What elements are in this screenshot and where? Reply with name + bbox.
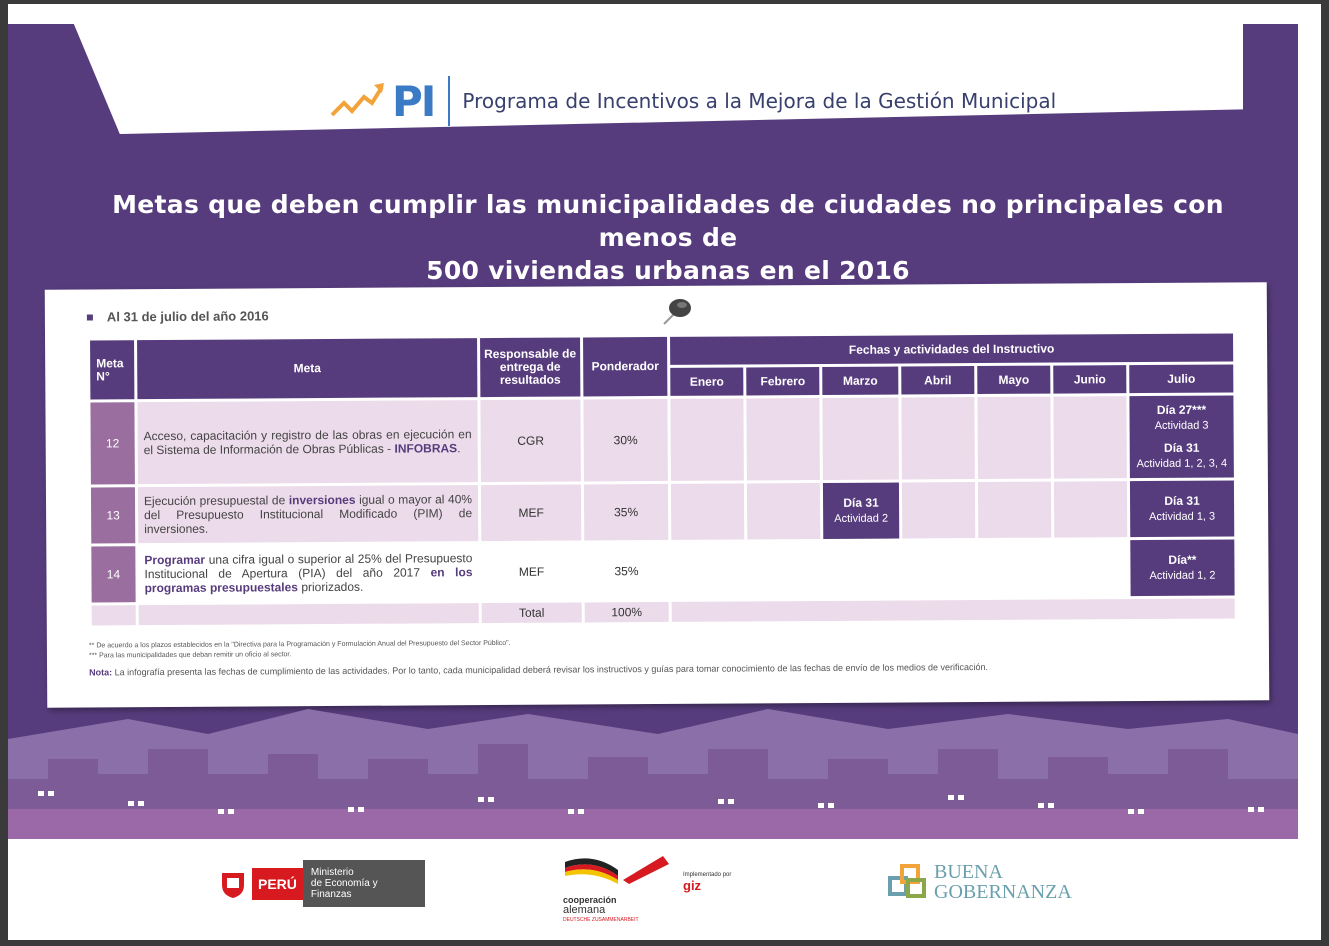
nota xyxy=(89,662,988,677)
nota-label: Nota: xyxy=(89,667,113,678)
ponderador-cell: 35% xyxy=(584,484,668,541)
month-cell xyxy=(978,541,1051,597)
giz-logo: Implementado por giz xyxy=(683,872,732,893)
header-month: Mayo xyxy=(977,366,1050,394)
total-value: 100% xyxy=(585,602,669,623)
month-cell xyxy=(977,397,1050,479)
mef-label: Ministerio de Economía y Finanzas xyxy=(303,860,425,907)
activity-cell: Día 31 Actividad 1, 3 xyxy=(1130,480,1234,537)
main-title xyxy=(68,188,1268,287)
purple-background xyxy=(8,24,1298,839)
month-cell xyxy=(1054,540,1127,596)
pushpin-icon xyxy=(656,292,696,332)
responsable-cell: MEF xyxy=(481,484,581,541)
goals-table xyxy=(87,330,1238,628)
buena-gobernanza-logo xyxy=(888,862,1072,902)
header-ponderador: Ponderador xyxy=(583,337,667,397)
main-title-line1: Metas que deben cumplir las municipalidades de ciudades no principales con menos de xyxy=(112,190,1224,252)
meta-description: Acceso, capacitación y registro de las obras en ejecución en el Sistema de Información de Obras Públicas - INFOBRAS. xyxy=(137,400,477,484)
meta-number: 14 xyxy=(91,546,135,602)
responsable-cell: MEF xyxy=(481,543,581,600)
total-row xyxy=(92,598,1235,625)
ponderador-cell: 30% xyxy=(583,399,667,482)
meta-description: Ejecución presupuestal de inversiones igual o mayor al 40% del Presupuesto Institucional Modificado (PIM) de inversiones. xyxy=(138,485,478,543)
header-month: Febrero xyxy=(746,367,819,395)
buena-gobernanza-text: BUENA GOBERNANZA xyxy=(934,861,1072,903)
rising-chart-icon xyxy=(330,81,386,121)
month-cell xyxy=(671,483,744,539)
month-cell xyxy=(822,398,898,480)
flag-ribbon-icon xyxy=(563,852,673,886)
month-cell xyxy=(746,398,819,480)
header-fechas: Fechas y actividades del Instructivo xyxy=(670,333,1233,364)
header-month: Junio xyxy=(1053,365,1126,393)
month-cell xyxy=(1053,396,1126,478)
main-title-line2: 500 viviendas urbanas en el 2016 xyxy=(426,256,910,285)
meta-description: Programar una cifra igual o superior al 25% del Presupuesto Institucional de Apertura (PIA) del año 2017 en los programas presupuestales priorizados. xyxy=(138,544,478,602)
goals-card xyxy=(45,282,1270,707)
responsable-cell: CGR xyxy=(480,399,580,482)
footnotes xyxy=(89,639,511,662)
month-cell xyxy=(1054,481,1127,537)
month-cell xyxy=(902,482,975,538)
date-label xyxy=(87,308,269,324)
month-cell xyxy=(670,398,743,480)
activity-cell: Día 31 Actividad 2 xyxy=(823,483,899,539)
sponsor-logos xyxy=(8,844,1321,940)
total-label: Total xyxy=(482,602,582,623)
coop-text: cooperación alemana DEUTSCHE ZUSAMMENARBEIT xyxy=(563,895,639,923)
month-cell xyxy=(823,542,899,598)
month-cell xyxy=(902,541,975,597)
peru-label: PERÚ xyxy=(252,868,303,900)
mef-logo xyxy=(220,860,425,907)
month-cell xyxy=(747,542,820,598)
activity-cell: Día 27*** Actividad 3 Día 31 Actividad 1, 2, 3, 4 xyxy=(1129,395,1233,478)
infographic-page xyxy=(8,4,1321,940)
footnote-1: ** De acuerdo a los plazos establecidos en la "Directiva para la Programación y Formulación Anual del Presupuesto del Sector Público". xyxy=(88,639,511,650)
cooperacion-alemana-logo xyxy=(563,852,673,925)
nota-text: La infografía presenta las fechas de cumplimiento de las actividades. Por lo tanto, cada municipalidad deberá revisar los instructivos y guías para tomar conocimiento de las fechas de envío de los medios de verificación. xyxy=(112,661,989,678)
month-cell xyxy=(901,397,974,479)
header-month: Marzo xyxy=(822,367,898,395)
footnote-2: *** Para las municipalidades que deban remitir un oficio al sector. xyxy=(88,651,292,660)
table-row xyxy=(91,480,1234,543)
header-meta: Meta xyxy=(137,338,477,399)
logo-divider xyxy=(448,76,450,126)
activity-cell: Día** Actividad 1, 2 xyxy=(1130,539,1234,596)
month-cell xyxy=(671,542,744,598)
meta-number: 13 xyxy=(91,487,135,543)
month-cell xyxy=(978,482,1051,538)
date-label-text: Al 31 de julio del año 2016 xyxy=(106,308,269,325)
header-month: Abril xyxy=(901,366,974,394)
city-skyline xyxy=(8,679,1298,839)
month-cell xyxy=(747,483,820,539)
meta-number: 12 xyxy=(90,402,135,484)
peru-shield-icon xyxy=(220,869,246,899)
header-month: Enero xyxy=(670,367,743,395)
header-responsable: Responsable de entrega de resultados xyxy=(480,337,580,397)
table-row xyxy=(90,395,1233,484)
ponderador-cell: 35% xyxy=(584,543,668,600)
program-logo xyxy=(330,76,1056,126)
header-meta-n: Meta N° xyxy=(90,340,134,399)
buena-gobernanza-icon xyxy=(888,864,928,900)
table-row xyxy=(91,539,1234,602)
header-month: Julio xyxy=(1129,364,1233,393)
pi-logo-text: PI xyxy=(392,76,435,126)
program-title: Programa de Incentivos a la Mejora de la Gestión Municipal xyxy=(462,89,1057,113)
bullet-square-icon xyxy=(87,314,93,320)
